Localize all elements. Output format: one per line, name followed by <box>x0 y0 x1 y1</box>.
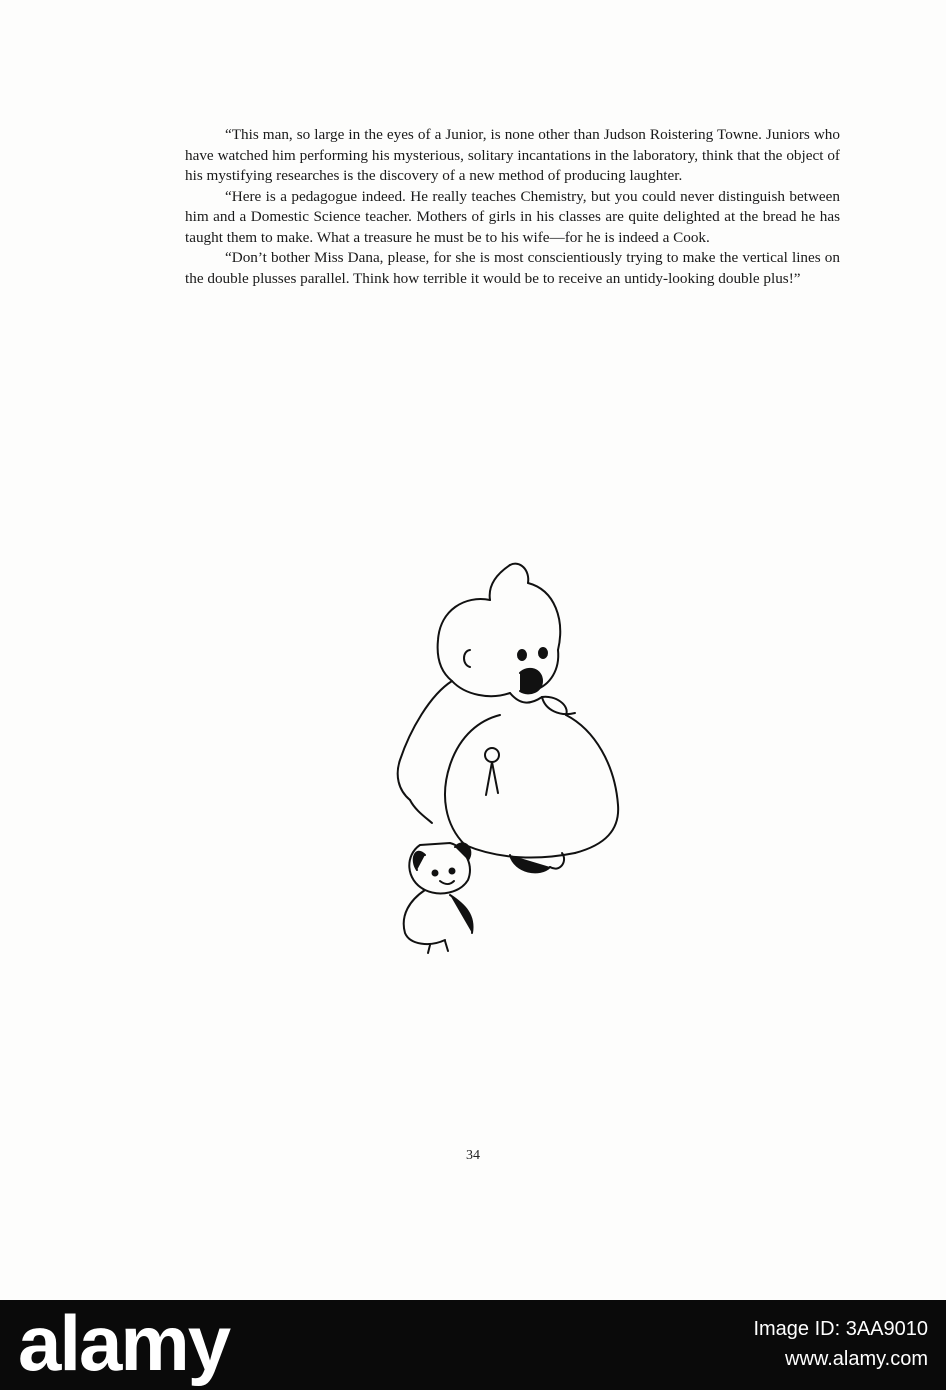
paragraph-1: “This man, so large in the eyes of a Junior, is none other than Judson Roistering Towne. Juniors who have watched him performing his mysterious, solitary incantations in the laboratory, think that the object of his mystifying researches is the discovery of a new method of producing laughter. <box>185 126 840 184</box>
watermark-image-id: Image ID: 3AA9010 <box>753 1318 928 1340</box>
watermark-url: www.alamy.com <box>785 1348 928 1370</box>
watermark-logo: alamy <box>18 1299 230 1387</box>
paragraph-2: “Here is a pedagogue indeed. He really teaches Chemistry, but you could never distinguish between him and a Domestic Science teacher. Mothers of girls in his classes are quite delighted at the bread he has taught them to make. What a treasure he must be to his wife—for he is indeed a Cook. <box>185 187 840 246</box>
paragraph-3: “Don’t bother Miss Dana, please, for she is most conscientiously trying to make the vertical lines on the double plusses parallel. Think how terrible it would be to receive an untidy-looking double plus!” <box>185 249 840 287</box>
body-text <box>185 125 840 289</box>
page-number: 34 <box>466 1148 480 1163</box>
child-and-puppy-illustration <box>370 555 630 955</box>
